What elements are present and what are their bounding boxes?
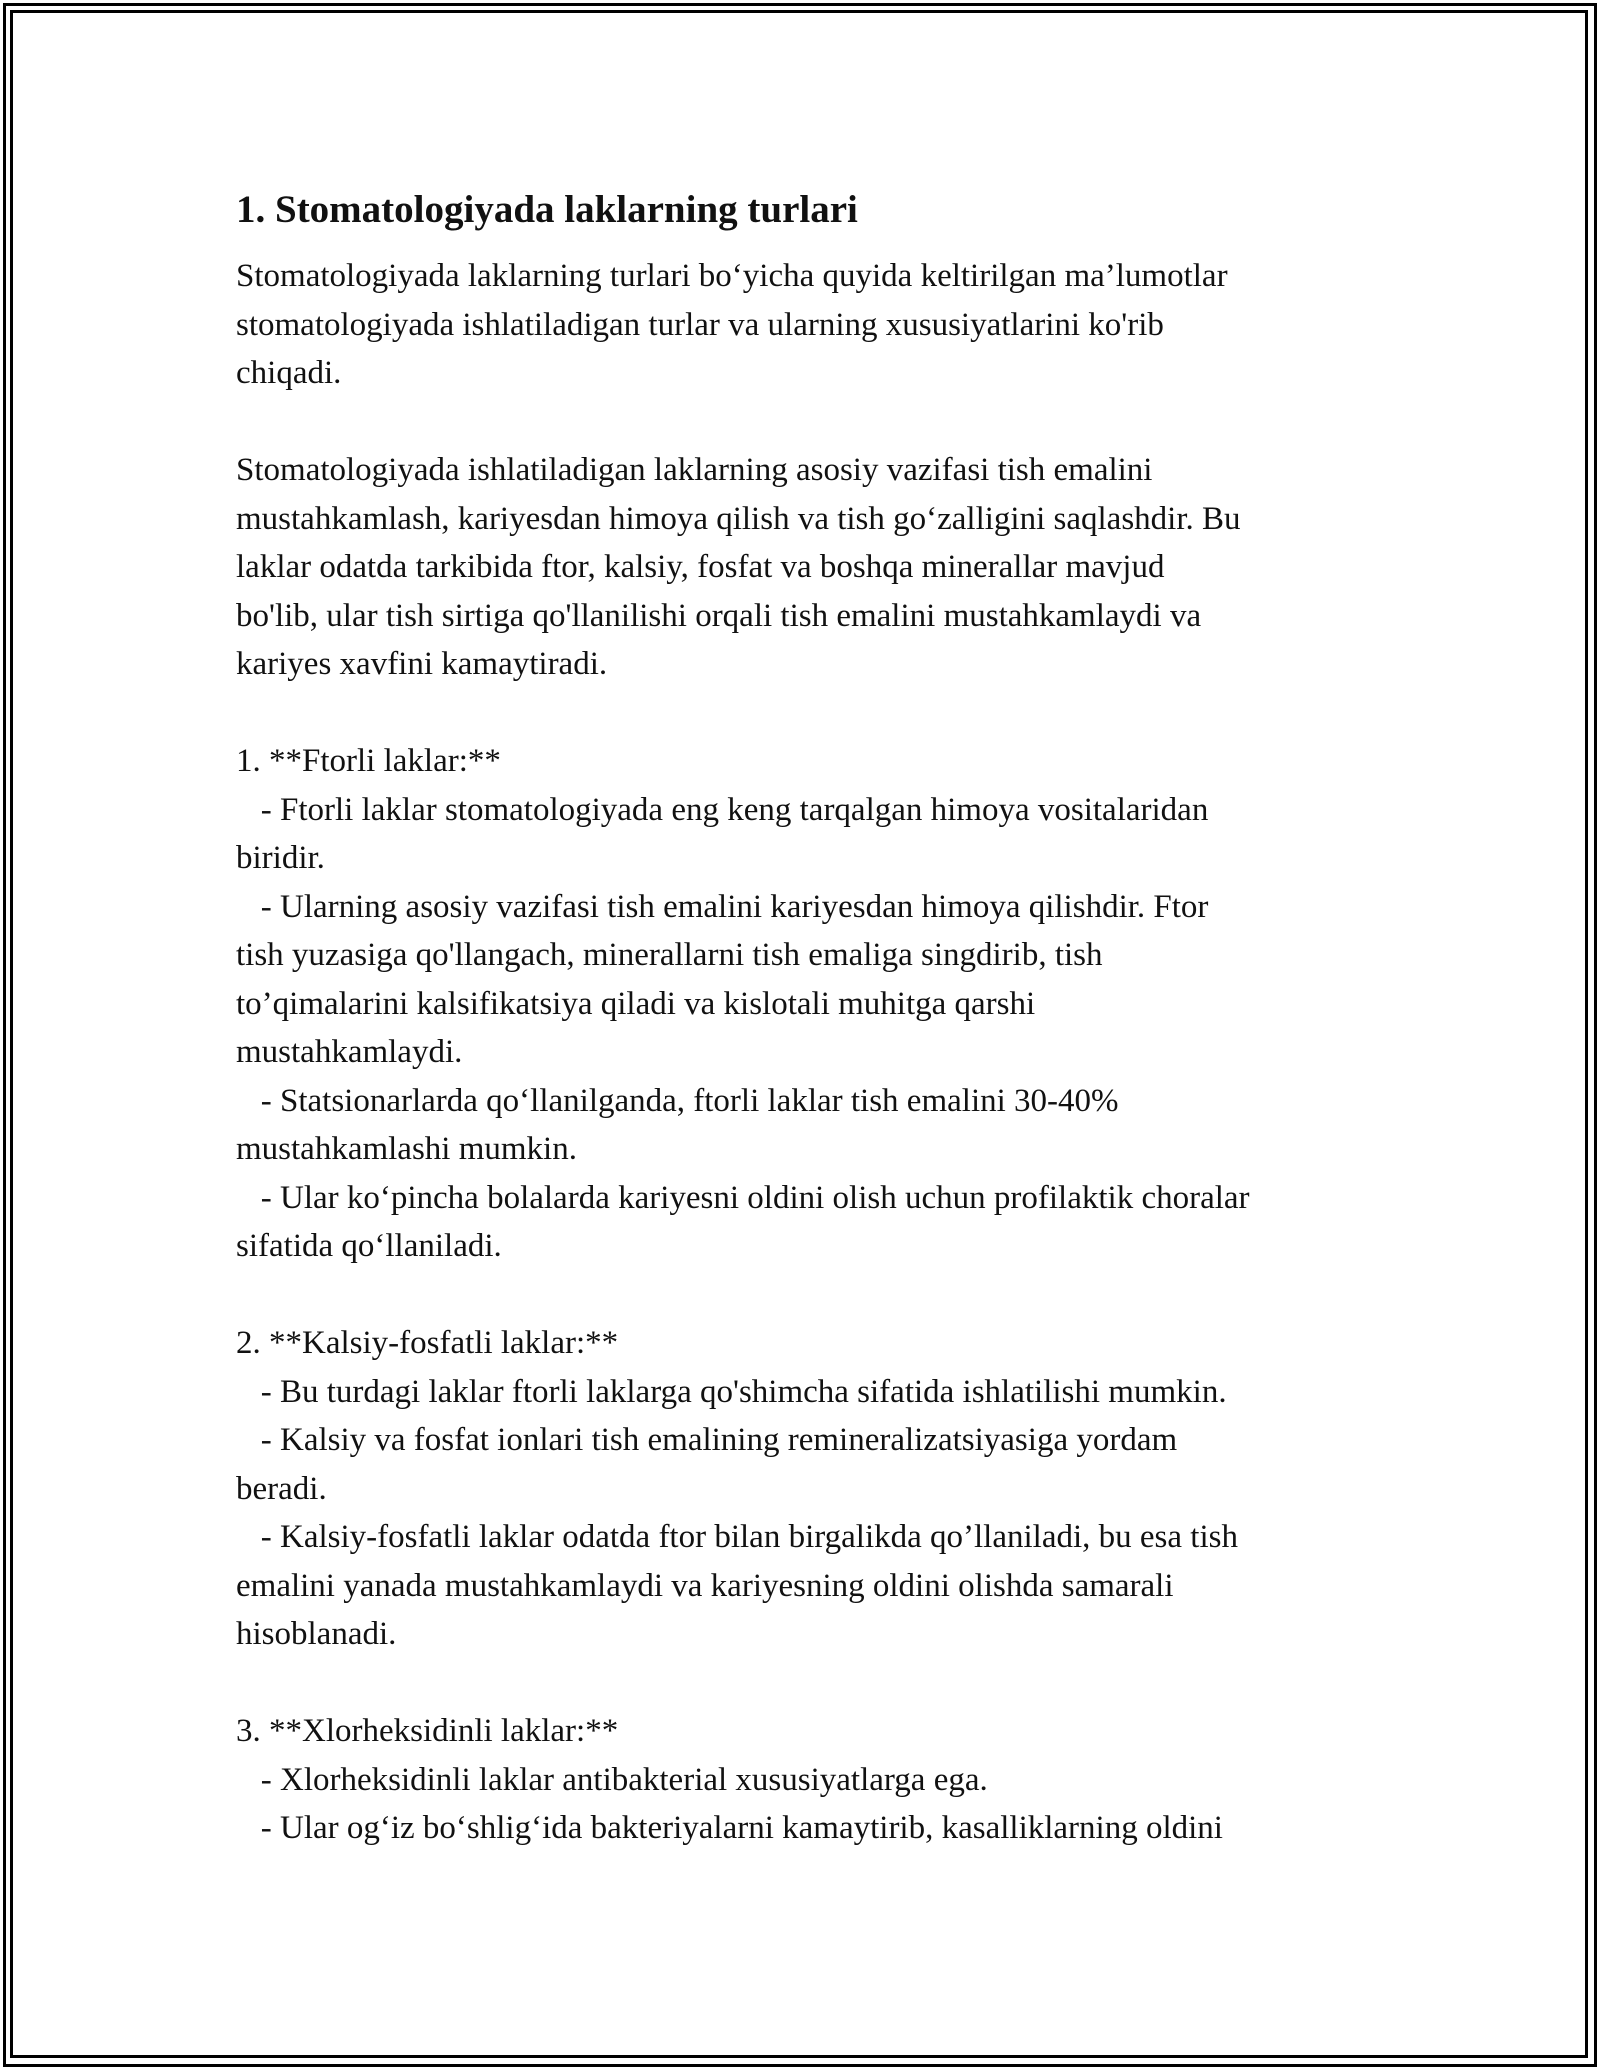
intro-paragraph: Stomatologiyada laklarning turlari bo‘yicha quyida keltirilgan ma’lumotlar stomatologiyada ishlatiladigan turlar va ularning xususiyatlarini ko'rib chiqadi.	[236, 258, 1228, 391]
section-heading: 1. Stomatologiyada laklarning turlari	[236, 188, 858, 231]
fluoride-varnish-section: 1. **Ftorli laklar:** - Ftorli laklar stomatologiyada eng keng tarqalgan himoya vositalaridan biridir. - Ularning asosiy vazifasi tish emalini kariyesdan himoya qilishdir. Ftor tish yuzasiga qo'llangach, minerallarni tish emaliga singdirib, tish to’qimalarini kalsifikatsiya qiladi va kislotali muhitga qarshi mustahkamlaydi. - Statsionarlarda qo‘llanilganda, ftorli laklar tish emalini 30-40% mustahkamlashi mumkin. - Ular ko‘pincha bolalarda kariyesni oldini olish uchun profilaktik choralar sifatida qo‘llaniladi.	[236, 743, 1250, 1264]
purpose-paragraph: Stomatologiyada ishlatiladigan laklarning asosiy vazifasi tish emalini mustahkamlash, kariyesdan himoya qilish va tish go‘zalligini saqlashdir. Bu laklar odatda tarkibida ftor, kalsiy, fosfat va boshqa minerallar mavjud bo'lib, ular tish sirtiga qo'llanilishi orqali tish emalini mustahkamlaydi va kariyes xavfini kamaytiradi.	[236, 452, 1241, 682]
calcium-phosphate-varnish-section: 2. **Kalsiy-fosfatli laklar:** - Bu turdagi laklar ftorli laklarga qo'shimcha sifatida ishlatilishi mumkin. - Kalsiy va fosfat ionlari tish emalining remineralizatsiyasiga yordam beradi. - Kalsiy-fosfatli laklar odatda ftor bilan birgalikda qo’llaniladi, bu esa tish emalini yanada mustahkamlaydi va kariyesning oldini olishda samarali hisoblanadi.	[236, 1325, 1238, 1652]
document-body	[236, 186, 1366, 1853]
chlorhexidine-varnish-section: 3. **Xlorheksidinli laklar:** - Xlorheksidinli laklar antibakterial xususiyatlarga ega. - Ular og‘iz bo‘shlig‘ida bakteriyalarni kamaytirib, kasalliklarning oldini	[236, 1713, 1223, 1846]
